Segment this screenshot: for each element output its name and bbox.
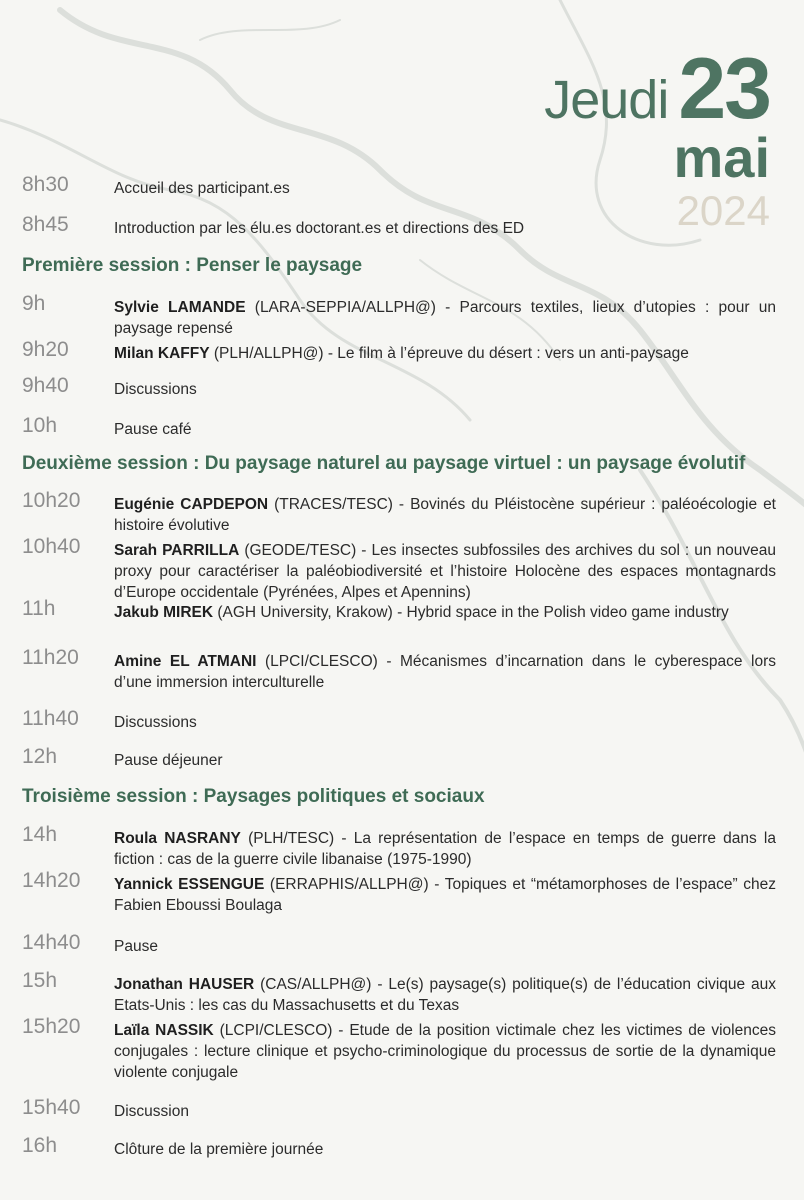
time-label: 12h: [22, 745, 58, 768]
speaker-name: Amine EL ATMANI: [114, 653, 257, 670]
event-text: Discussion: [114, 1103, 189, 1120]
event-description: [114, 379, 776, 400]
session-heading: Deuxième session : Du paysage naturel au paysage virtuel : un paysage évolutif: [22, 453, 746, 474]
event-description: [114, 494, 776, 536]
event-description: [114, 297, 776, 339]
event-description: [114, 750, 776, 771]
event-text: Accueil des participant.es: [114, 180, 290, 197]
speaker-name: Yannick ESSENGUE: [114, 876, 265, 893]
event-description: [114, 602, 776, 623]
event-text: Pause déjeuner: [114, 752, 223, 769]
event-description: [114, 974, 776, 1016]
time-label: 15h: [22, 969, 58, 992]
speaker-name: Jakub MIREK: [114, 604, 214, 621]
session-heading: Première session : Penser le paysage: [22, 255, 363, 276]
event-description: [114, 178, 776, 199]
weekday: Jeudi: [544, 70, 669, 130]
event-description: [114, 540, 776, 603]
event-description: [114, 651, 776, 693]
time-label: 9h40: [22, 374, 69, 397]
event-text: (LARA-SEPPIA/ALLPH@) - Parcours textiles, lieux d’utopies : pour un paysage repensé: [114, 299, 776, 337]
event-text: (TRACES/TESC) - Bovinés du Pléistocène supérieur : paléoécologie et histoire évolutive: [114, 496, 776, 534]
event-description: [114, 419, 776, 440]
time-label: 15h40: [22, 1096, 81, 1119]
time-label: 16h: [22, 1134, 58, 1157]
time-label: 11h20: [22, 646, 79, 669]
event-description: [114, 218, 776, 239]
time-label: 15h20: [22, 1015, 81, 1038]
event-text: Pause café: [114, 421, 192, 438]
time-label: 14h40: [22, 931, 81, 954]
event-text: Clôture de la première journée: [114, 1141, 324, 1158]
time-label: 9h: [22, 292, 46, 315]
session-heading: Troisième session : Paysages politiques et sociaux: [22, 786, 485, 807]
year: 2024: [676, 187, 770, 234]
time-label: 11h40: [22, 707, 79, 730]
speaker-name: Jonathan HAUSER: [114, 976, 255, 993]
month: mai: [673, 126, 770, 189]
event-description: [114, 828, 776, 870]
time-label: 10h40: [22, 535, 81, 558]
speaker-name: Roula NASRANY: [114, 830, 241, 847]
event-text: (PLH/TESC) - La représentation de l’espace en temps de guerre dans la fiction : cas de la guerre civile libanaise (1975-1990): [114, 830, 776, 868]
event-text: Discussions: [114, 714, 197, 731]
date-header: [544, 41, 770, 234]
time-label: 10h: [22, 414, 58, 437]
event-description: [114, 1139, 776, 1160]
event-text: (PLH/ALLPH@) - Le film à l’épreuve du désert : vers un anti-paysage: [209, 345, 689, 362]
time-label: 14h: [22, 823, 58, 846]
event-text: Pause: [114, 938, 158, 955]
speaker-name: Eugénie CAPDEPON: [114, 496, 269, 513]
event-description: [114, 1020, 776, 1083]
time-label: 14h20: [22, 869, 81, 892]
event-text: Introduction par les élu.es doctorant.es et directions des ED: [114, 220, 525, 237]
event-text: (AGH University, Krakow) - Hybrid space in the Polish video game industry: [213, 604, 729, 621]
event-description: [114, 343, 776, 364]
event-description: [114, 874, 776, 916]
event-text: (LPCI/CLESCO) - Mécanismes d’incarnation dans le cyberespace lors d’une immersion interculturelle: [114, 653, 776, 691]
speaker-name: Sarah PARRILLA: [114, 542, 240, 559]
event-text: Discussions: [114, 381, 197, 398]
speaker-name: Milan KAFFY: [114, 345, 210, 362]
event-description: [114, 936, 776, 957]
time-label: 8h45: [22, 213, 69, 236]
event-text: (CAS/ALLPH@) - Le(s) paysage(s) politique(s) de l’éducation civique aux Etats-Unis : les cas du Massachusetts et du Texas: [114, 976, 777, 1014]
day-number: 23: [678, 41, 770, 137]
time-label: 8h30: [22, 173, 69, 196]
event-description: [114, 1101, 776, 1122]
time-label: 11h: [22, 597, 56, 620]
time-label: 9h20: [22, 338, 69, 361]
time-label: 10h20: [22, 489, 81, 512]
speaker-name: Laïla NASSIK: [114, 1022, 214, 1039]
event-description: [114, 712, 776, 733]
event-text: (ERRAPHIS/ALLPH@) - Topiques et “métamorphoses de l’espace” chez Fabien Eboussi Boulaga: [114, 876, 777, 914]
speaker-name: Sylvie LAMANDE: [114, 299, 246, 316]
event-text: (GEODE/TESC) - Les insectes subfossiles des archives du sol : un nouveau proxy pour caractériser la paléobiodiversité et l’histoire Holocène des espaces montagnards d’Europe occidentale (Pyrénées, Alpes et Apennins): [114, 542, 776, 601]
event-text: (LCPI/CLESCO) - Etude de la position victimale chez les victimes de violences conjugales : lecture clinique et psycho-criminologique du processus de sortie de la dynamique violente conjugale: [114, 1022, 776, 1081]
